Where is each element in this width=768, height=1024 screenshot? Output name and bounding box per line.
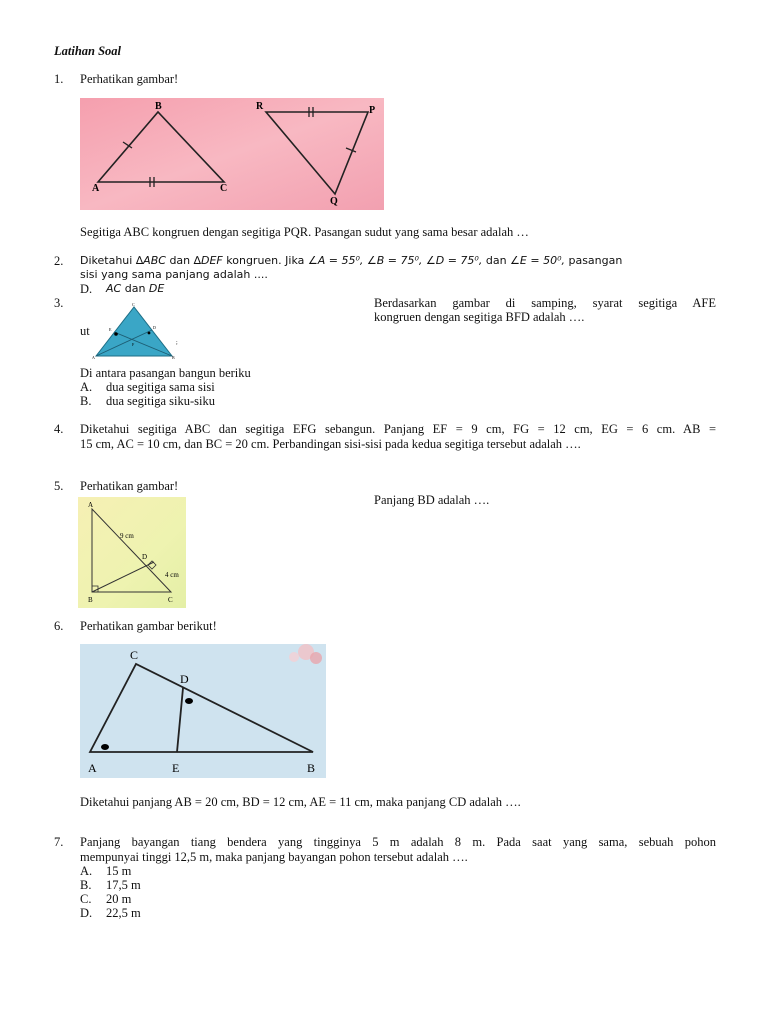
q5-question: Panjang BD adalah …. bbox=[374, 493, 490, 507]
q3-label-b: B bbox=[172, 355, 175, 360]
q3-option-a: dua segitiga sama sisi bbox=[106, 380, 215, 394]
q2-option-d: AC dan DE bbox=[106, 282, 165, 295]
q6-prompt: Perhatikan gambar berikut! bbox=[80, 619, 217, 633]
q5-label-a: A bbox=[88, 501, 94, 509]
q2-number: 2. bbox=[54, 254, 64, 268]
q3-intro: Di antara pasangan bangun beriku bbox=[80, 366, 251, 380]
q5-number: 5. bbox=[54, 479, 64, 493]
svg-text:;: ; bbox=[176, 340, 178, 346]
q7-option-d-label: D. bbox=[80, 906, 93, 920]
q3-left-fragment: ut bbox=[80, 324, 90, 338]
q6-figure bbox=[80, 644, 326, 778]
q4-number: 4. bbox=[54, 422, 64, 436]
q2-line1: Diketahui ∆ABC dan ∆DEF kongruen. Jika ∠A = 55⁰, ∠B = 75⁰, ∠D = 75⁰, dan ∠E = 50⁰, pasangan bbox=[80, 254, 623, 267]
q1-label-b: B bbox=[155, 101, 162, 112]
q7-option-b: 17,5 m bbox=[106, 878, 141, 892]
q1-label-a: A bbox=[92, 183, 100, 194]
q1-label-p: P bbox=[369, 105, 376, 116]
q5-label-d: D bbox=[142, 553, 148, 561]
q6-label-e: E bbox=[172, 761, 180, 775]
q6-label-a: A bbox=[88, 761, 97, 775]
q5-prompt: Perhatikan gambar! bbox=[80, 479, 179, 493]
q4-line2: 15 cm, AC = 10 cm, dan BC = 20 cm. Perbandingan sisi-sisi pada kedua segitiga tersebut adalah …. bbox=[80, 437, 581, 451]
q1-label-c: C bbox=[220, 183, 228, 194]
q7-option-c-label: C. bbox=[80, 892, 92, 906]
q7-number: 7. bbox=[54, 835, 64, 849]
q6-label-c: C bbox=[130, 648, 139, 662]
q7-option-b-label: B. bbox=[80, 878, 92, 892]
q7-option-d: 22,5 m bbox=[106, 906, 141, 920]
q5-length-dc: 4 cm bbox=[165, 571, 179, 579]
q5-figure bbox=[78, 497, 186, 608]
q1-prompt: Perhatikan gambar! bbox=[80, 72, 179, 86]
q6-question: Diketahui panjang AB = 20 cm, BD = 12 cm, AE = 11 cm, maka panjang CD adalah …. bbox=[80, 795, 521, 809]
q3-label-f: F bbox=[132, 342, 135, 347]
q6-label-d: D bbox=[180, 672, 189, 686]
page-title: Latihan Soal bbox=[54, 44, 122, 58]
q5-label-b: B bbox=[88, 596, 93, 604]
q3-label-c: C bbox=[132, 302, 135, 307]
q1-label-r: R bbox=[256, 101, 264, 112]
q3-label-e: E bbox=[109, 327, 112, 332]
q6-label-b: B bbox=[307, 761, 316, 775]
q3-option-b: dua segitiga siku-siku bbox=[106, 394, 216, 408]
q3-figure bbox=[92, 302, 184, 360]
q7-option-a-label: A. bbox=[80, 864, 93, 878]
q3-number: 3. bbox=[54, 296, 64, 310]
q7-option-c: 20 m bbox=[106, 892, 132, 906]
q5-label-c: C bbox=[168, 596, 173, 604]
q2-line2: sisi yang sama panjang adalah .... bbox=[80, 268, 268, 281]
q7-line1: Panjang bayangan tiang bendera yang tingginya 5 m adalah 8 m. Pada saat yang sama, sebuah pohon bbox=[80, 835, 716, 849]
q5-length-ad: 9 cm bbox=[120, 532, 134, 540]
q4-line1: Diketahui segitiga ABC dan segitiga EFG sebangun. Panjang EF = 9 cm, FG = 12 cm, EG = 6 cm. AB = bbox=[80, 422, 716, 436]
q7-line2: mempunyai tinggi 12,5 m, maka panjang bayangan pohon tersebut adalah …. bbox=[80, 850, 468, 864]
q6-number: 6. bbox=[54, 619, 64, 633]
q3-right-line1: Berdasarkan gambar di samping, syarat segitiga AFE bbox=[374, 296, 716, 310]
q3-right-line2: kongruen dengan segitiga BFD adalah …. bbox=[374, 310, 585, 324]
q3-option-b-label: B. bbox=[80, 394, 92, 408]
q1-label-q: Q bbox=[330, 196, 338, 207]
q7-option-a: 15 m bbox=[106, 864, 132, 878]
q3-label-a: A bbox=[92, 355, 95, 360]
q3-option-a-label: A. bbox=[80, 380, 93, 394]
q1-number: 1. bbox=[54, 72, 64, 86]
q3-label-d: D bbox=[153, 325, 156, 330]
q1-question: Segitiga ABC kongruen dengan segitiga PQR. Pasangan sudut yang sama besar adalah … bbox=[80, 225, 529, 239]
q1-figure bbox=[80, 98, 384, 210]
q2-option-d-label: D. bbox=[80, 282, 93, 296]
